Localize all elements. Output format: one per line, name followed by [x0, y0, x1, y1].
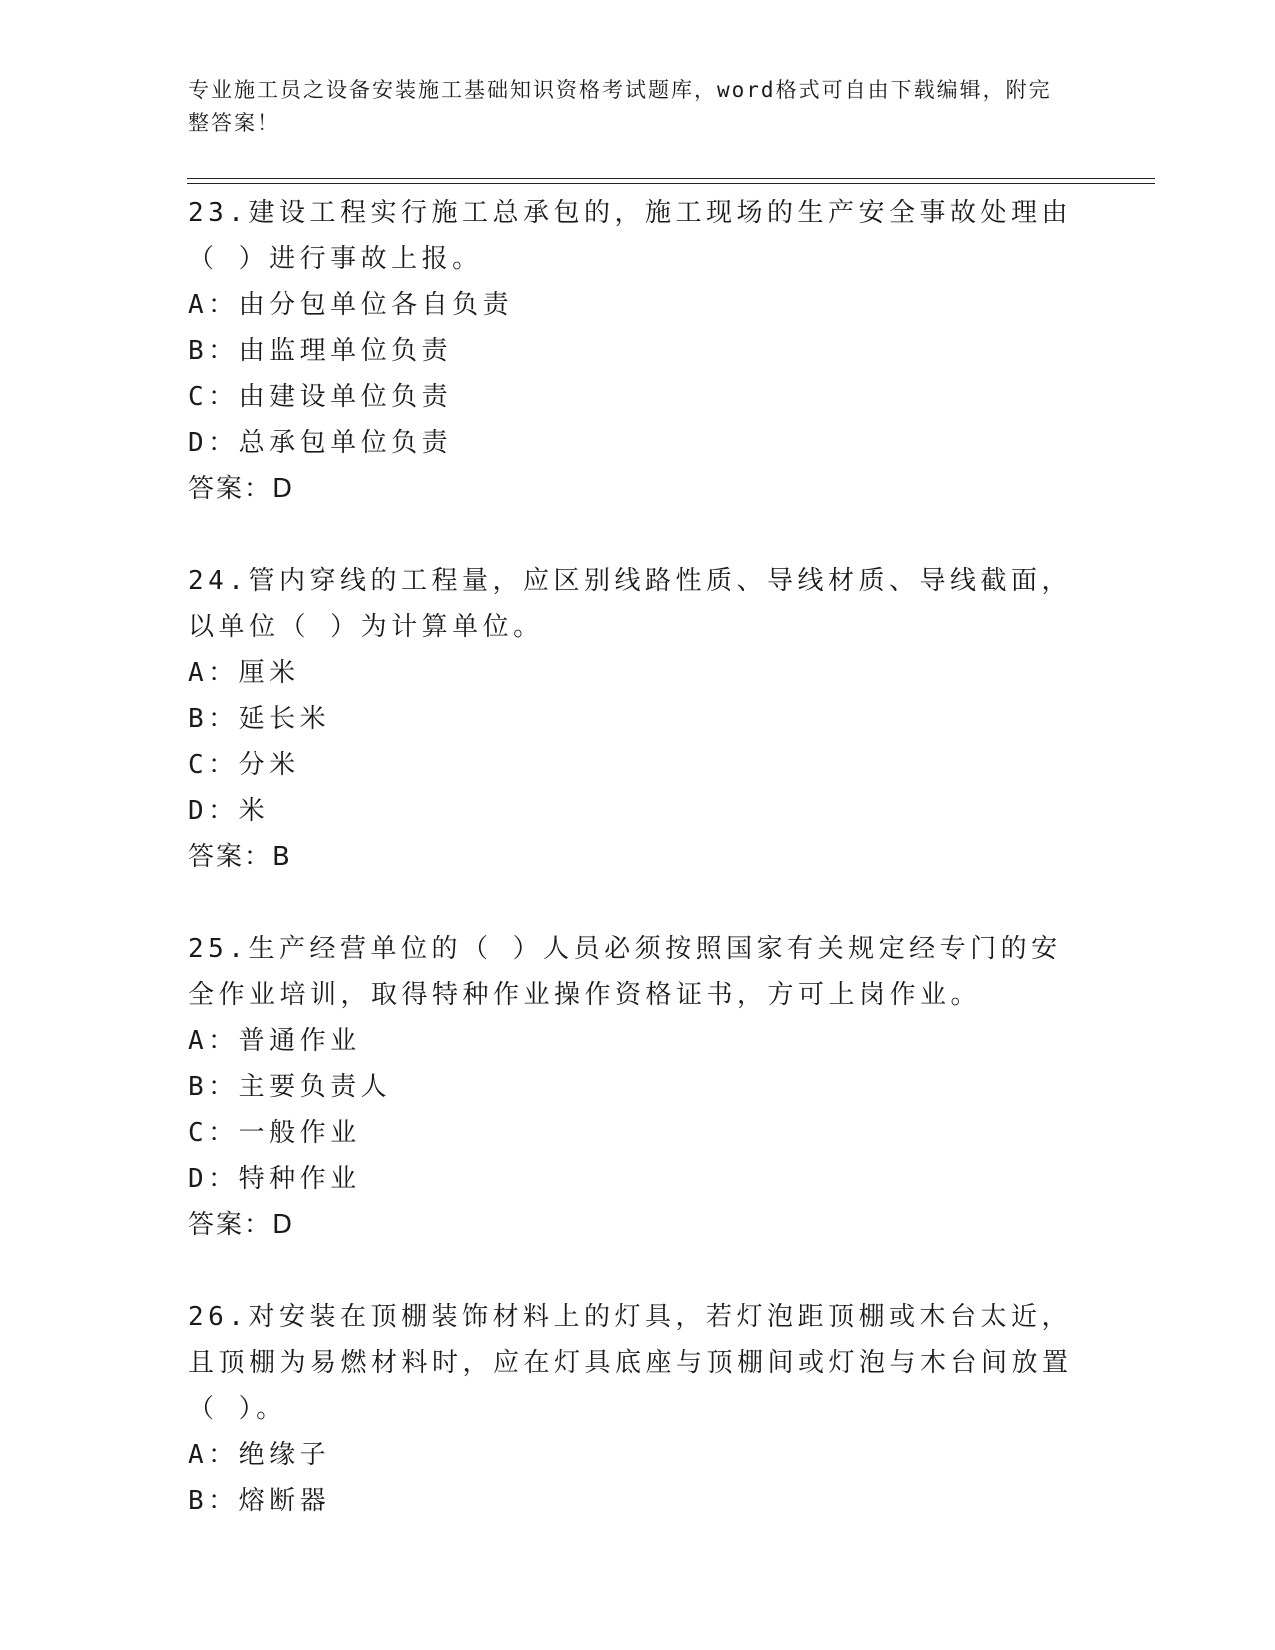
question-stem: 26.对安装在顶棚装饰材料上的灯具，若灯泡距顶棚或木台太近，且顶棚为易燃材料时，应在灯具底座与顶棚间或灯泡与木台间放置（ ）。	[188, 1302, 1073, 1424]
question-24	[188, 558, 1088, 880]
option-b: B：熔断器	[188, 1486, 331, 1516]
answer: 答案：D	[188, 1210, 295, 1240]
question-26	[188, 1294, 1088, 1524]
option-c: C：由建设单位负责	[188, 382, 453, 412]
option-d: D：米	[188, 796, 270, 826]
answer: 答案：D	[188, 474, 295, 504]
question-25	[188, 926, 1088, 1248]
option-a: A：普通作业	[188, 1026, 361, 1056]
option-d: D：总承包单位负责	[188, 428, 453, 458]
answer: 答案：B	[188, 842, 292, 872]
option-c: C：一般作业	[188, 1118, 361, 1148]
question-stem: 25.生产经营单位的（ ）人员必须按照国家有关规定经专门的安全作业培训，取得特种作业操作资格证书，方可上岗作业。	[188, 934, 1062, 1010]
option-b: B：主要负责人	[188, 1072, 392, 1102]
question-stem: 23.建设工程实行施工总承包的，施工现场的生产安全事故处理由（ ）进行事故上报。	[188, 198, 1072, 274]
option-a: A：由分包单位各自负责	[188, 290, 514, 320]
header-divider-top	[187, 178, 1155, 179]
option-a: A：绝缘子	[188, 1440, 331, 1470]
option-c: C：分米	[188, 750, 300, 780]
question-list	[188, 190, 1088, 1570]
question-23	[188, 190, 1088, 512]
option-d: D：特种作业	[188, 1164, 361, 1194]
question-stem: 24.管内穿线的工程量，应区别线路性质、导线材质、导线截面，以单位（ ）为计算单位。	[188, 566, 1072, 642]
document-header: 专业施工员之设备安装施工基础知识资格考试题库，word格式可自由下载编辑，附完整答案！	[188, 78, 1052, 135]
option-a: A：厘米	[188, 658, 300, 688]
option-b: B：由监理单位负责	[188, 336, 453, 366]
header-divider-bottom	[187, 183, 1155, 184]
option-b: B：延长米	[188, 704, 331, 734]
